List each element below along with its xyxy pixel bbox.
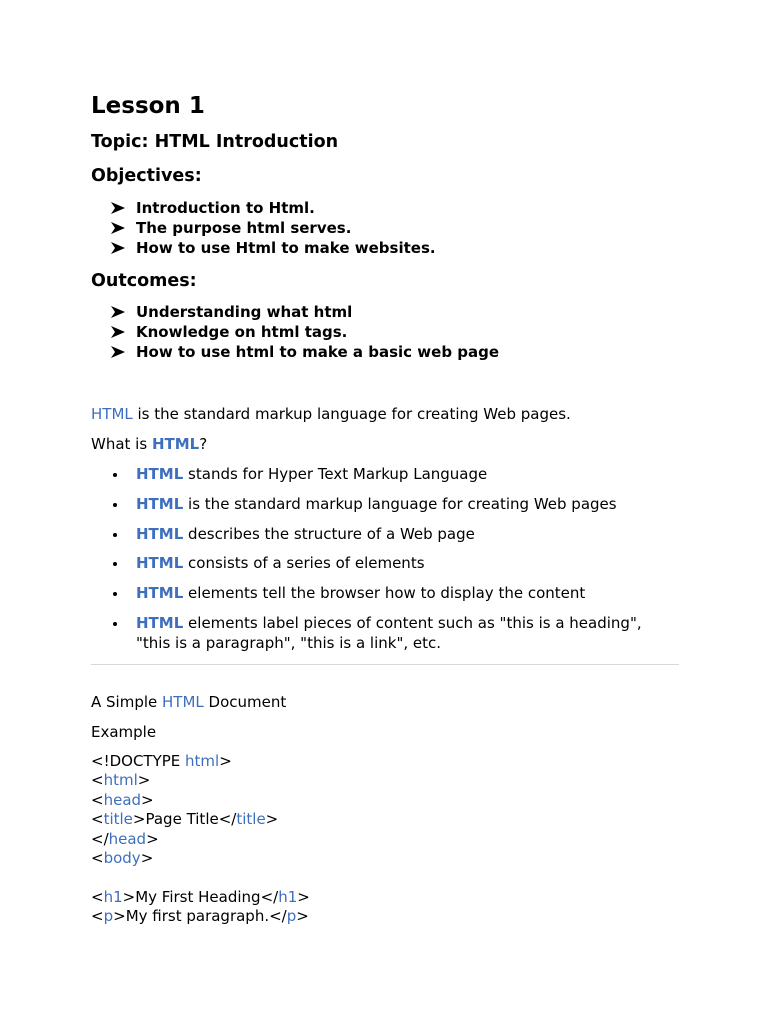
list-item [91, 464, 671, 484]
list-item [91, 238, 436, 258]
bullet-icon [113, 622, 117, 626]
code-keyword: html [185, 752, 220, 770]
code-text: < [91, 810, 104, 829]
code-keyword: h1 [103, 887, 123, 906]
code-text: My first paragraph. [125, 907, 270, 926]
html-keyword: HTML [136, 584, 184, 603]
outcomes-list [91, 302, 499, 362]
objective-text: Introduction to Html. [136, 199, 315, 217]
intro-text: is the standard markup language for creating Web pages. [132, 405, 571, 423]
list-item [91, 613, 671, 653]
code-line-body-open [91, 849, 310, 868]
code-text: > [265, 810, 279, 829]
html-keyword: HTML [136, 524, 184, 543]
code-text: My First Heading [135, 887, 261, 906]
code-text: </ [91, 829, 109, 848]
code-text: </ [269, 907, 287, 926]
arrowhead-icon [111, 202, 125, 214]
code-text: > [296, 907, 309, 926]
code-line-h1 [91, 888, 310, 907]
html-keyword: HTML [136, 613, 184, 632]
html-keyword: HTML [136, 494, 184, 513]
doc-heading [91, 692, 286, 712]
outcome-text: Knowledge on html tags. [136, 323, 348, 341]
code-keyword: html [103, 771, 138, 790]
what-is-question [91, 434, 207, 454]
bullet-icon [113, 533, 117, 537]
code-text: < [91, 771, 104, 790]
lesson-title: Lesson 1 [91, 93, 205, 119]
fact-text: stands for Hyper Text Markup Language [183, 465, 488, 483]
intro-paragraph [91, 404, 571, 424]
html-keyword: HTML [91, 405, 133, 423]
code-text: > [113, 907, 126, 926]
list-item [91, 342, 499, 362]
code-text: < [91, 887, 104, 906]
html-keyword: HTML [162, 693, 204, 711]
code-keyword: title [103, 810, 133, 829]
code-text: Page Title [145, 810, 219, 829]
code-text: > [140, 849, 154, 868]
list-item [91, 494, 671, 514]
arrowhead-icon [111, 306, 125, 318]
code-text: > [141, 790, 154, 809]
code-keyword: head [103, 790, 142, 809]
objectives-heading: Objectives: [91, 166, 202, 186]
arrowhead-icon [111, 242, 125, 254]
bullet-icon [113, 592, 117, 596]
facts-list [91, 464, 671, 663]
code-text: > [132, 810, 146, 829]
fact-text: elements tell the browser how to display the content [183, 584, 586, 603]
code-text: > [122, 887, 136, 906]
fact-text: elements label pieces of content such as "this is a heading", "this is a paragraph", "this is a link", etc. [136, 613, 642, 652]
list-item [91, 302, 499, 322]
fact-text: consists of a series of elements [183, 554, 425, 573]
bullet-icon [113, 473, 117, 477]
code-keyword: p [286, 907, 297, 926]
code-blank-line [91, 868, 310, 887]
list-item [91, 218, 436, 238]
arrowhead-icon [111, 346, 125, 358]
doc-heading-prefix: A Simple [91, 693, 163, 711]
outcomes-heading: Outcomes: [91, 271, 197, 291]
list-item [91, 553, 671, 573]
topic-heading: Topic: HTML Introduction [91, 132, 339, 152]
code-keyword: head [108, 829, 147, 848]
list-item [91, 322, 499, 342]
list-item [91, 524, 671, 544]
code-text: </ [260, 887, 279, 906]
html-keyword: HTML [151, 435, 200, 453]
code-text: > [146, 829, 159, 848]
code-text: < [91, 907, 104, 926]
code-text: > [137, 771, 151, 790]
fact-text: is the standard markup language for creating Web pages [183, 494, 617, 513]
code-line-doctype [91, 752, 310, 771]
list-item [91, 583, 671, 603]
objectives-list [91, 198, 436, 258]
code-line-p [91, 907, 310, 926]
question-prefix: What is [91, 435, 152, 453]
section-divider [91, 664, 679, 665]
code-keyword: title [236, 810, 266, 829]
objective-text: The purpose html serves. [136, 219, 352, 237]
example-label: Example [91, 723, 157, 741]
code-keyword: body [103, 849, 141, 868]
html-keyword: HTML [136, 554, 184, 573]
html-keyword: HTML [136, 465, 184, 483]
code-text: > [219, 752, 232, 770]
outcome-text: Understanding what html [136, 303, 353, 321]
code-line-title [91, 810, 310, 829]
arrowhead-icon [111, 222, 125, 234]
code-text: > [297, 887, 310, 906]
code-text: < [91, 849, 104, 868]
objective-text: How to use Html to make websites. [136, 239, 436, 257]
fact-text: describes the structure of a Web page [183, 524, 475, 543]
arrowhead-icon [111, 326, 125, 338]
code-text: < [91, 790, 104, 809]
code-example [91, 752, 310, 927]
bullet-icon [113, 503, 117, 507]
bullet-icon [113, 562, 117, 566]
code-text: <!DOCTYPE [91, 752, 186, 770]
outcome-text: How to use html to make a basic web page [136, 343, 500, 361]
code-line-head-close [91, 830, 310, 849]
code-keyword: h1 [278, 887, 298, 906]
code-text: </ [218, 810, 237, 829]
list-item [91, 198, 436, 218]
doc-heading-suffix: Document [203, 693, 287, 711]
code-keyword: p [103, 907, 114, 926]
code-line-head-open [91, 791, 310, 810]
question-suffix: ? [199, 435, 208, 453]
code-line-html-open [91, 771, 310, 790]
